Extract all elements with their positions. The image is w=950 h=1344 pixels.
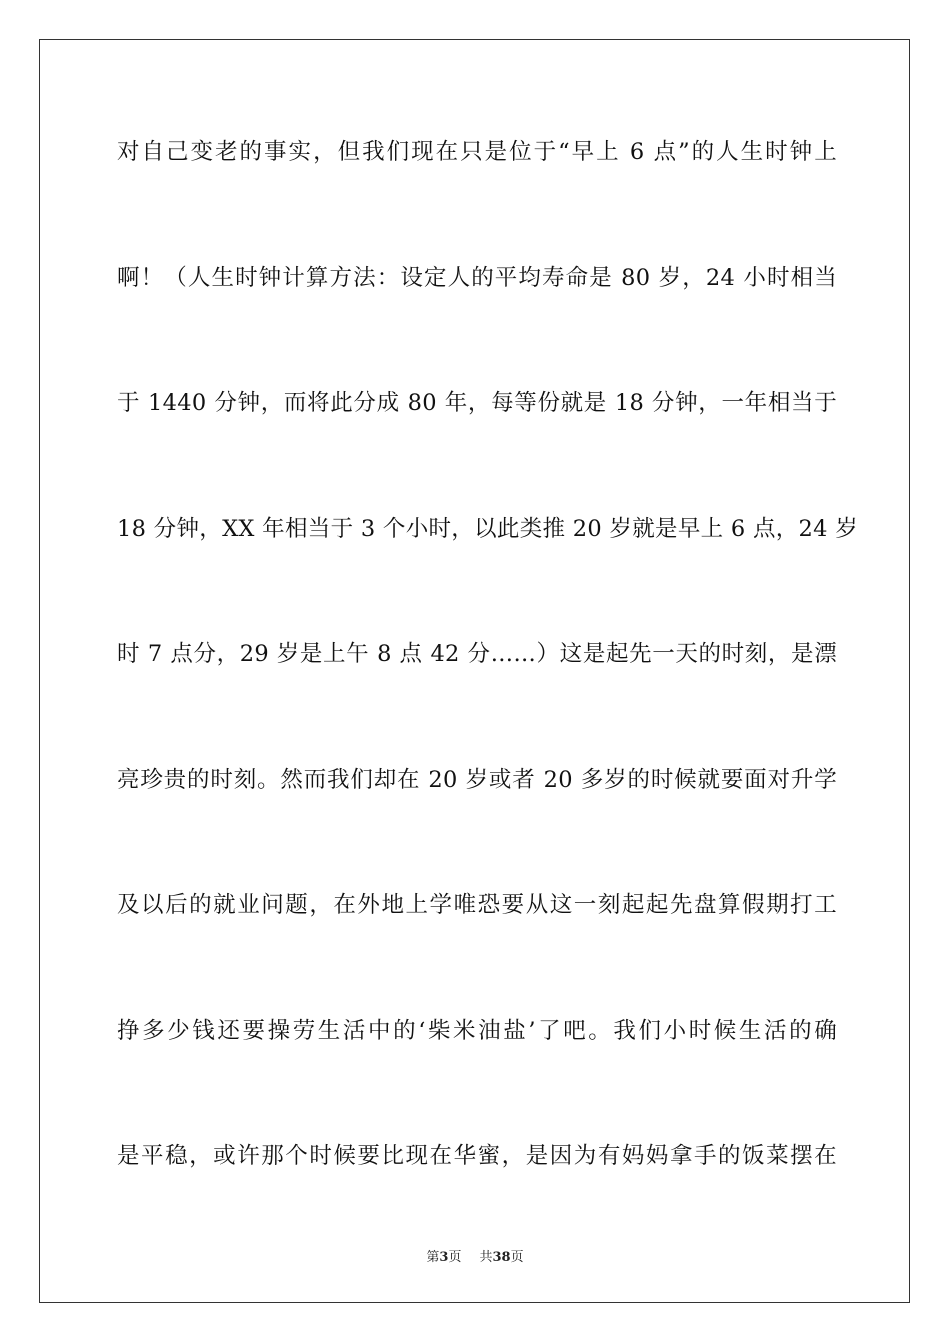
page-footer bbox=[0, 1246, 950, 1265]
total-pages: 38 bbox=[492, 1250, 511, 1265]
page-prefix: 第 bbox=[426, 1250, 440, 1265]
page-suffix: 页 bbox=[448, 1250, 462, 1265]
text-line-3: 于 1440 分钟，而将此分成 80 年，每等份就是 18 分钟，一年相当于 bbox=[117, 390, 837, 416]
text-line-6: 亮珍贵的时刻。然而我们却在 20 岁或者 20 多岁的时候就要面对升学 bbox=[117, 766, 837, 793]
text-line-8: 挣多少钱还要操劳生活中的‘柴米油盐’了吧。我们小时候生活的确 bbox=[117, 1017, 837, 1044]
text-line-7: 及以后的就业问题，在外地上学唯恐要从这一刻起起先盘算假期打工 bbox=[117, 892, 837, 918]
text-line-5: 时 7 点分，29 岁是上午 8 点 42 分……）这是起先一天的时刻，是漂 bbox=[117, 641, 837, 667]
text-line-1: 对自己变老的事实，但我们现在只是位于“早上 6 点”的人生时钟上 bbox=[117, 139, 837, 165]
text-line-9: 是平稳，或许那个时候要比现在华蜜，是因为有妈妈拿手的饭菜摆在 bbox=[117, 1143, 837, 1169]
text-line-2: 啊！（人生时钟计算方法：设定人的平均寿命是 80 岁，24 小时相当 bbox=[117, 264, 837, 291]
text-line-4: 18 分钟，XX 年相当于 3 个小时，以此类推 20 岁就是早上 6 点，24 岁 bbox=[117, 515, 859, 542]
total-suffix: 页 bbox=[510, 1250, 524, 1265]
page-number: 3 bbox=[439, 1250, 449, 1265]
body-text bbox=[117, 126, 859, 1256]
total-prefix: 共 bbox=[479, 1250, 493, 1265]
